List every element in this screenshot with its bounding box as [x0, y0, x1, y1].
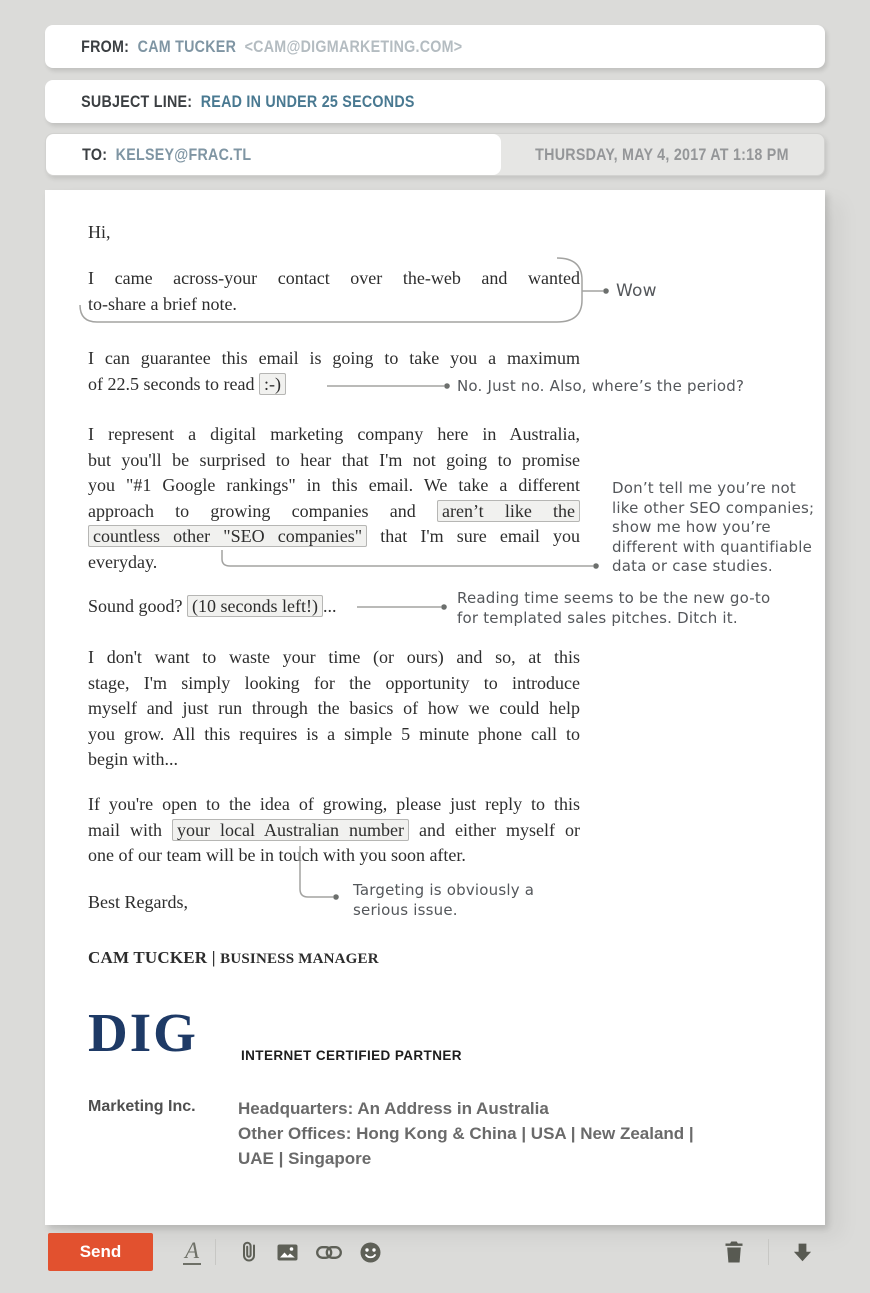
company-name: Marketing Inc. [88, 1098, 196, 1115]
partner-badge: INTERNET CERTIFIED PARTNER [241, 1048, 462, 1063]
timestamp: THURSDAY, MAY 4, 2017 AT 1:18 PM [534, 144, 789, 164]
toolbar-divider [215, 1239, 216, 1265]
annotation-targeting: Targeting is obviously a serious issue. [353, 881, 535, 919]
annotation-seo: Don’t tell me you’re not like other SEO companies; show me how you’re different with quantifiable data or case studies. [612, 479, 815, 575]
from-field[interactable] [45, 25, 825, 68]
insert-link-icon[interactable] [316, 1246, 342, 1259]
subject-field[interactable] [45, 80, 825, 123]
highlight-seconds-left: (10 seconds left!) [187, 595, 323, 617]
highlight-australian-number: your local Australian number [172, 819, 409, 841]
from-label: FROM: [81, 36, 130, 56]
insert-image-icon[interactable] [277, 1244, 298, 1261]
from-name: CAM TUCKER [137, 36, 237, 56]
highlight-smiley: :-) [259, 373, 286, 395]
to-value: KELSEY@FRAC.TL [115, 144, 252, 164]
annotation-wow: Wow [616, 281, 657, 301]
toolbar-divider [768, 1239, 769, 1265]
paragraph-4: Sound good? (10 seconds left!) ... [88, 596, 337, 616]
subject-value: READ IN UNDER 25 SECONDS [200, 91, 415, 111]
company-address: Headquarters: An Address in Australia Other Offices: Hong Kong & China | USA | New Zealand | UAE | Singapore [238, 1099, 694, 1168]
to-field-row [45, 133, 825, 176]
signature-name: CAM TUCKER [88, 948, 208, 967]
highlight-seo-companies: countless other "SEO companies" [88, 525, 367, 547]
signature-title: BUSINESS MANAGER [220, 951, 379, 967]
compose-body[interactable] [45, 190, 825, 1225]
to-label: TO: [82, 144, 108, 164]
paragraph-2: I can guarantee this email is going to take you a maximum of 22.5 seconds to read :-) [88, 348, 580, 394]
paragraph-6: If you're open to the idea of growing, please just reply to this mail with your local Australian number and either myself or one of our team will be in touch with you soon after. [88, 794, 580, 865]
signature-line: CAM TUCKER | BUSINESS MANAGER [88, 948, 379, 967]
emoji-icon[interactable] [360, 1242, 381, 1263]
from-email: <CAM@DIGMARKETING.COM> [244, 36, 463, 56]
annotation-period: No. Just no. Also, where’s the period? [457, 377, 745, 395]
closing: Best Regards, [88, 892, 188, 912]
greeting: Hi, [88, 222, 111, 242]
attach-icon[interactable] [239, 1240, 259, 1264]
send-button[interactable]: Send [48, 1233, 153, 1271]
trash-icon[interactable] [723, 1240, 745, 1264]
compose-toolbar [48, 1233, 390, 1271]
send-options-arrow-icon[interactable] [792, 1242, 813, 1263]
annotation-reading-time: Reading time seems to be the new go-to for templated sales pitches. Ditch it. [457, 589, 771, 627]
paragraph-3: I represent a digital marketing company here in Australia, but you'll be surprised to hear that I'm not going to promise you "#1 Google rankings" in this email. We take a different approach to growing companies and aren’t like the countless other "SEO companies" that I'm sure email you everyday. [88, 424, 580, 572]
highlight-arent-like: aren’t like the [437, 500, 580, 522]
company-logo: DIG [88, 1002, 198, 1063]
compose-toolbar-right [714, 1233, 822, 1271]
paragraph-5: I don't want to waste your time (or ours) and so, at this stage, I'm simply looking for the opportunity to introduce myself and just run through the basics of how we could help you grow. All this requires is a simple 5 minute phone call to begin with... [88, 647, 580, 769]
paragraph-1: I came across-your contact over the-web and wanted to-share a brief note. [88, 268, 580, 314]
format-text-icon[interactable]: A [185, 1238, 200, 1263]
to-field[interactable] [46, 134, 501, 175]
subject-label: SUBJECT LINE: [81, 91, 193, 111]
